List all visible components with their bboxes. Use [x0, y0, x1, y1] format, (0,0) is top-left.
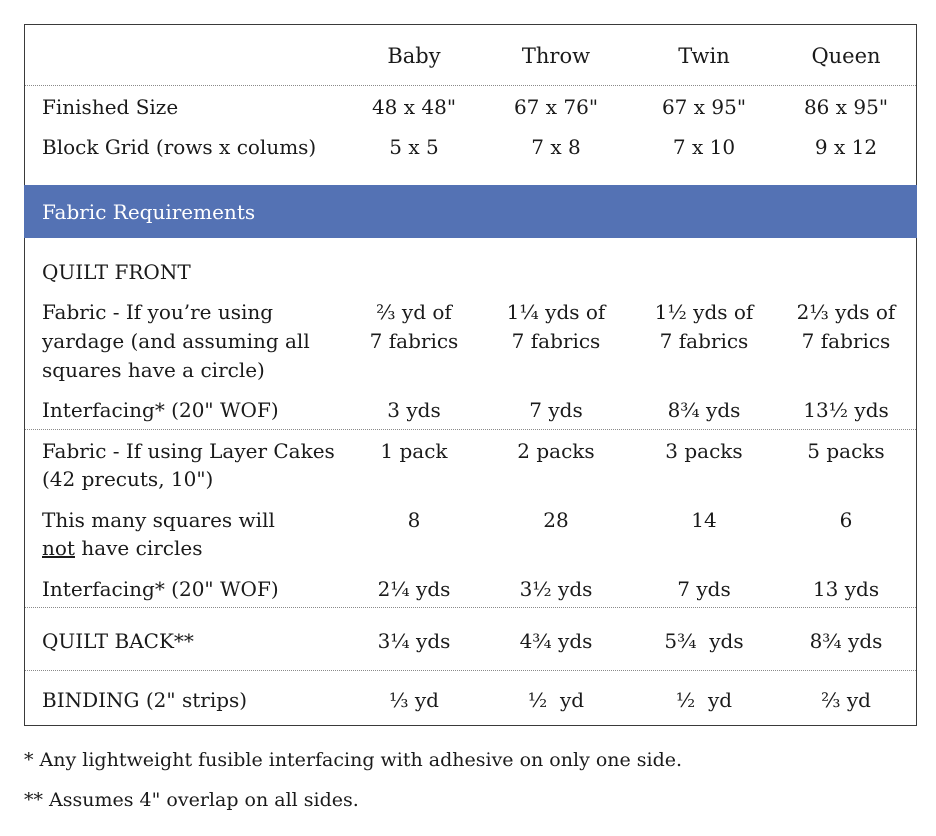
column-header-baby: Baby	[387, 44, 441, 68]
row-divider	[25, 85, 916, 86]
layer-cakes-label-line1: Fabric - If using Layer Cakes	[42, 439, 335, 463]
quilt-back-throw: 4¾ yds	[519, 629, 593, 653]
no-circles-underlined-word: not	[42, 536, 75, 560]
fabric-yardage-throw-line2: 7 fabrics	[511, 329, 601, 353]
no-circles-label-rest: have circles	[74, 536, 203, 560]
requirements-table	[24, 24, 917, 726]
binding-queen: ⅔ yd	[821, 688, 871, 712]
finished-size-baby: 48 x 48"	[371, 95, 457, 119]
layer-cakes-twin: 3 packs	[665, 439, 743, 463]
binding-label: BINDING (2" strips)	[42, 688, 248, 712]
block-grid-throw: 7 x 8	[531, 135, 581, 159]
interfacing-throw: 7 yds	[529, 398, 583, 422]
layer-cakes-queen: 5 packs	[807, 439, 885, 463]
footnote-interfacing: * Any lightweight fusible interfacing with adhesive on only one side.	[24, 749, 683, 771]
column-header-twin: Twin	[678, 44, 730, 68]
no-circles-queen: 6	[839, 508, 853, 532]
footnote-quilt-back: ** Assumes 4" overlap on all sides.	[24, 789, 359, 811]
fabric-yardage-twin-line1: 1½ yds of	[654, 300, 754, 324]
fabric-yardage-label-line3: squares have a circle)	[42, 358, 265, 382]
block-grid-twin: 7 x 10	[672, 135, 736, 159]
quilt-back-twin: 5¾ yds	[664, 629, 744, 653]
row-divider	[25, 607, 916, 608]
fabric-requirements-title: Fabric Requirements	[42, 200, 256, 224]
layer-cakes-label-line2: (42 precuts, 10")	[42, 467, 214, 491]
interfacing-queen: 13½ yds	[803, 398, 889, 422]
quilt-front-heading: QUILT FRONT	[42, 260, 191, 284]
interfacing-layer-cakes-twin: 7 yds	[677, 577, 731, 601]
interfacing-layer-cakes-label: Interfacing* (20" WOF)	[42, 577, 279, 601]
fabric-requirements-band	[24, 185, 917, 238]
block-grid-baby: 5 x 5	[389, 135, 439, 159]
interfacing-layer-cakes-throw: 3½ yds	[519, 577, 593, 601]
finished-size-throw: 67 x 76"	[513, 95, 599, 119]
no-circles-label-line2	[42, 534, 202, 563]
quilt-back-label: QUILT BACK**	[42, 629, 194, 653]
fabric-yardage-twin-line2: 7 fabrics	[659, 329, 749, 353]
finished-size-twin: 67 x 95"	[661, 95, 747, 119]
fabric-yardage-baby-line2: 7 fabrics	[369, 329, 459, 353]
layer-cakes-baby: 1 pack	[380, 439, 448, 463]
layer-cakes-throw: 2 packs	[517, 439, 595, 463]
fabric-yardage-label-line2: yardage (and assuming all	[42, 329, 310, 353]
fabric-yardage-label-line1: Fabric - If you’re using	[42, 300, 274, 324]
fabric-yardage-baby-line1: ⅔ yd of	[376, 300, 452, 324]
column-header-throw: Throw	[521, 44, 591, 68]
no-circles-label-line1: This many squares will	[42, 508, 275, 532]
row-divider	[25, 429, 916, 430]
interfacing-baby: 3 yds	[387, 398, 441, 422]
binding-baby: ⅓ yd	[389, 688, 439, 712]
no-circles-twin: 14	[691, 508, 717, 532]
block-grid-queen: 9 x 12	[814, 135, 878, 159]
quilt-back-baby: 3¼ yds	[377, 629, 451, 653]
interfacing-twin: 8¾ yds	[667, 398, 741, 422]
finished-size-label: Finished Size	[42, 95, 179, 119]
fabric-yardage-queen-line1: 2⅓ yds of	[796, 300, 896, 324]
fabric-yardage-queen-line2: 7 fabrics	[801, 329, 891, 353]
row-divider	[25, 670, 916, 671]
fabric-yardage-throw-line1: 1¼ yds of	[506, 300, 606, 324]
binding-throw: ½ yd	[527, 688, 585, 712]
column-header-queen: Queen	[811, 44, 881, 68]
interfacing-layer-cakes-baby: 2¼ yds	[377, 577, 451, 601]
no-circles-throw: 28	[543, 508, 569, 532]
interfacing-layer-cakes-queen: 13 yds	[812, 577, 880, 601]
quilt-back-queen: 8¾ yds	[809, 629, 883, 653]
interfacing-label: Interfacing* (20" WOF)	[42, 398, 279, 422]
no-circles-baby: 8	[407, 508, 421, 532]
binding-twin: ½ yd	[675, 688, 733, 712]
finished-size-queen: 86 x 95"	[803, 95, 889, 119]
block-grid-label: Block Grid (rows x colums)	[42, 135, 317, 159]
